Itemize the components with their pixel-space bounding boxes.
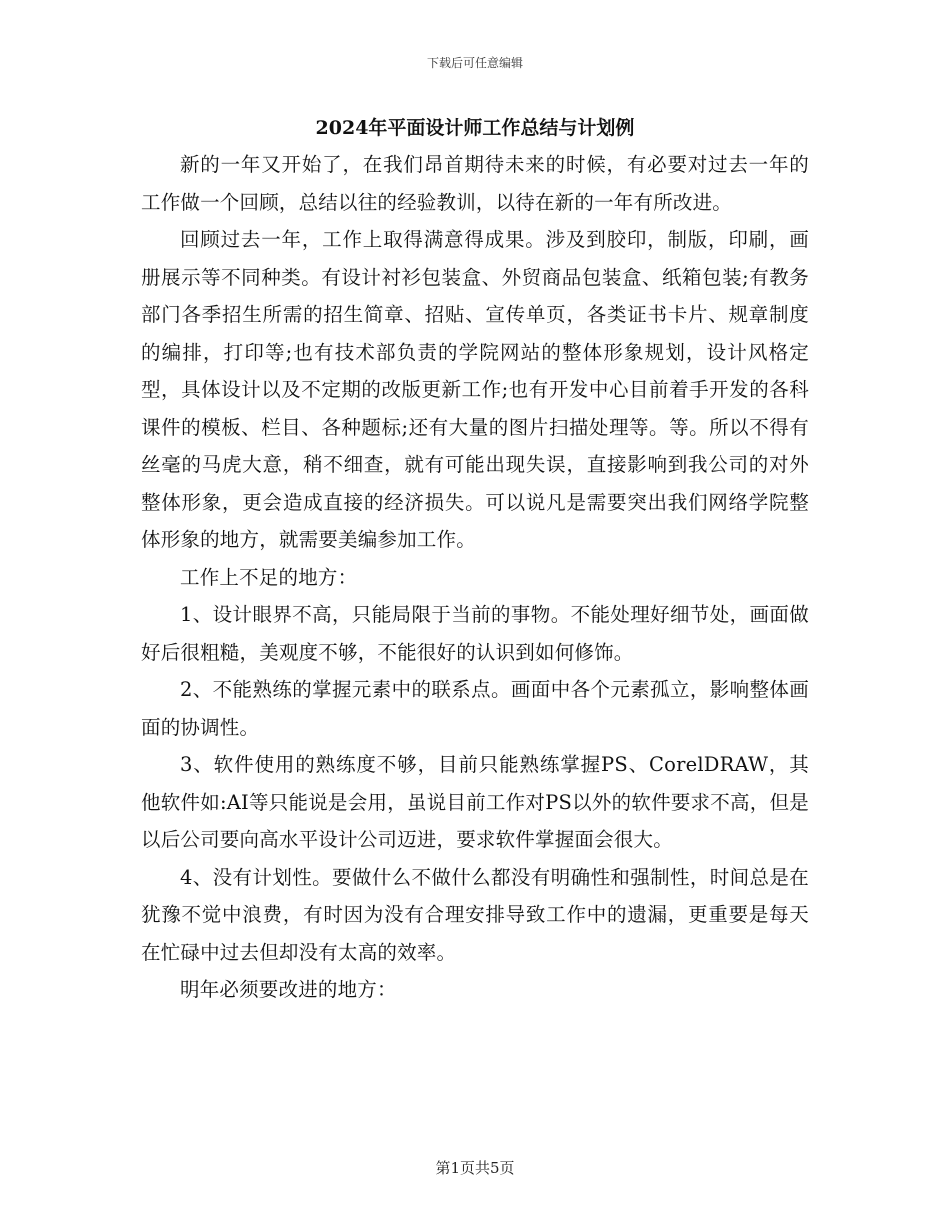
paragraph-intro: 新的一年又开始了，在我们昂首期待未来的时候，有必要对过去一年的工作做一个回顾，总结以往的经验教训，以待在新的一年有所改进。 xyxy=(141,153,809,214)
paragraph-shortcoming-2: 2、不能熟练的掌握元素中的联系点。画面中各个元素孤立，影响整体画面的协调性。 xyxy=(141,678,809,739)
page-indicator: 第1页共5页 xyxy=(435,1159,515,1177)
document-body xyxy=(141,113,809,1009)
paragraph-shortcomings-heading: 工作上不足的地方： xyxy=(180,565,358,589)
paragraph-review: 回顾过去一年，工作上取得满意得成果。涉及到胶印，制版，印刷，画册展示等不同种类。有设计衬衫包装盒、外贸商品包装盒、纸箱包装;有教务部门各季招生所需的招生简章、招贴、宣传单页，各类证书卡片、规章制度的编排，打印等;也有技术部负责的学院网站的整体形象规划，设计风格定型，具体设计以及不定期的改版更新工作;也有开发中心目前着手开发的各科课件的模板、栏目、各种题标;还有大量的图片扫描处理等。等。所以不得有丝毫的马虎大意，稍不细查，就有可能出现失误，直接影响到我公司的对外整体形象，更会造成直接的经济损失。可以说凡是需要突出我们网络学院整体形象的地方，就需要美编参加工作。 xyxy=(141,228,809,551)
page-header: 下载后可任意编辑 xyxy=(426,56,523,70)
paragraph-shortcoming-1: 1、设计眼界不高，只能局限于当前的事物。不能处理好细节处，画面做好后很粗糙，美观度不够，不能很好的认识到如何修饰。 xyxy=(141,603,809,664)
paragraph-shortcoming-4: 4、没有计划性。要做什么不做什么都没有明确性和强制性，时间总是在犹豫不觉中浪费，有时因为没有合理安排导致工作中的遗漏，更重要是每天在忙碌中过去但却没有太高的效率。 xyxy=(141,865,809,964)
paragraph-improvements-heading: 明年必须要改进的地方： xyxy=(180,978,397,1001)
paragraph-shortcoming-3: 3、软件使用的熟练度不够，目前只能熟练掌握PS、CorelDRAW，其他软件如:AI等只能说是会用，虽说目前工作对PS以外的软件要求不高，但是以后公司要向高水平设计公司迈进，要求软件掌握面会很大。 xyxy=(141,753,809,851)
document-title: 2024年平面设计师工作总结与计划例 xyxy=(315,117,635,139)
